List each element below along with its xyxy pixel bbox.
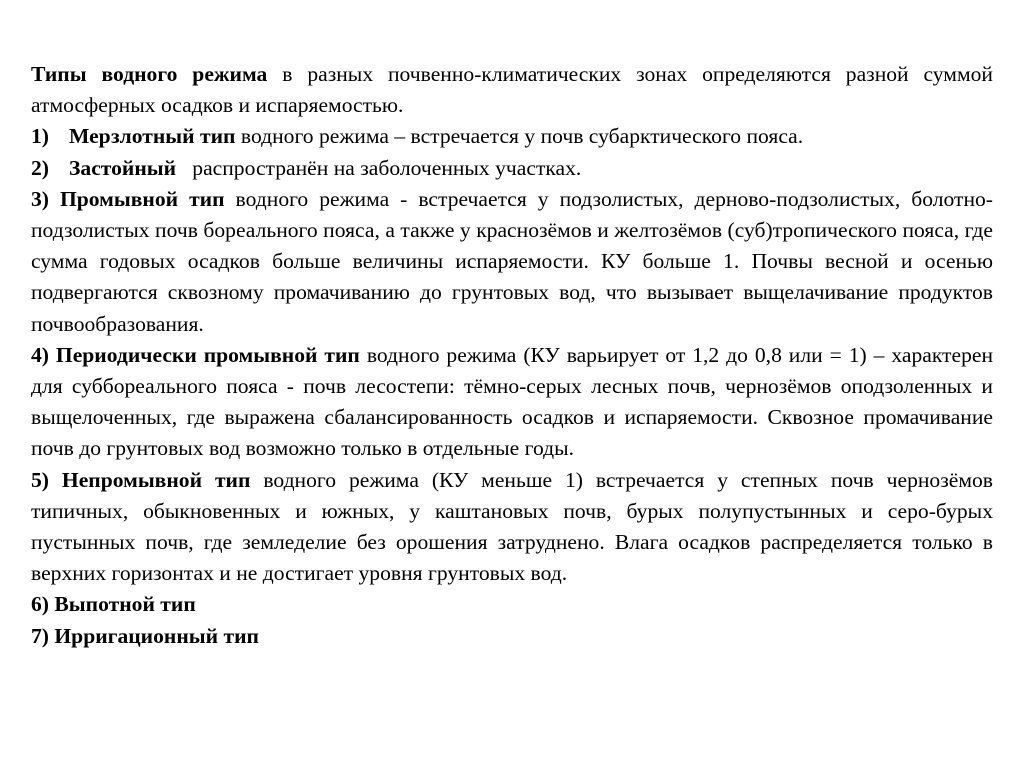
item-2-number: 2) xyxy=(31,155,49,180)
item-1-number: 1) xyxy=(31,124,49,149)
item-4-bold: 4) Периодически промывной тип xyxy=(31,342,360,367)
item-5-text: водного режима (КУ меньше 1) встречается у степных почв чернозёмов типичных, обыкновенных и южных, у каштановых почв, бурых полупустынных и серо-бурых пустынных почв, где земледелие без орошения затруднено. Влага осадков распределяется только в верхних горизонтах и не достигает уровня грунтовых вод. xyxy=(31,467,993,586)
item-5-bold: 5) Непромывной тип xyxy=(31,467,251,492)
item-4-text: водного режима (КУ варьирует от 1,2 до 0,8 или = 1) – характерен для суббореального пояса - почв лесостепи: тёмно-серых лесных почв, чернозёмов оподзоленных и выщелоченных, где выражена сбалансированность осадков и испаряемости. Сквозное промачивание почв до грунтовых вод возможно только в отдельные годы. xyxy=(31,342,994,461)
item-7-paragraph xyxy=(31,621,993,652)
item-2-paragraph xyxy=(31,153,993,184)
item-1-paragraph xyxy=(31,121,993,152)
item-2-text: распространён на заболоченных участках. xyxy=(176,155,582,180)
item-3-text: водного режима - встречается у подзолистых, дерново-подзолистых, болотно-подзолистых почв бореального пояса, а также у краснозёмов и желтозёмов (суб)тропического пояса, где сумма годовых осадков больше величины испаряемости. КУ больше 1. Почвы весной и осенью подвергаются сквозному промачиванию до грунтовых вод, что вызывает выщелачивание продуктов почвообразования. xyxy=(31,186,993,336)
item-1-bold: Мерзлотный тип xyxy=(69,124,236,149)
item-7-bold: 7) Ирригационный тип xyxy=(31,623,259,648)
item-1-text: водного режима – встречается у почв субарктического пояса. xyxy=(235,124,804,149)
item-2-bold: Застойный xyxy=(69,155,177,180)
item-5-paragraph xyxy=(31,465,993,590)
item-3-bold: 3) Промывной тип xyxy=(31,186,225,211)
slide-text-body xyxy=(31,59,993,652)
intro-text: в разных почвенно-климатических зонах определяются разной суммой атмосферных осадков и испаряемостью. xyxy=(31,62,993,118)
item-4-paragraph xyxy=(31,340,993,465)
intro-paragraph xyxy=(31,59,993,121)
item-6-bold: 6) Выпотной тип xyxy=(31,592,196,617)
item-6-paragraph xyxy=(31,589,993,620)
item-3-paragraph xyxy=(31,184,993,340)
intro-bold: Типы водного режима xyxy=(31,62,268,86)
